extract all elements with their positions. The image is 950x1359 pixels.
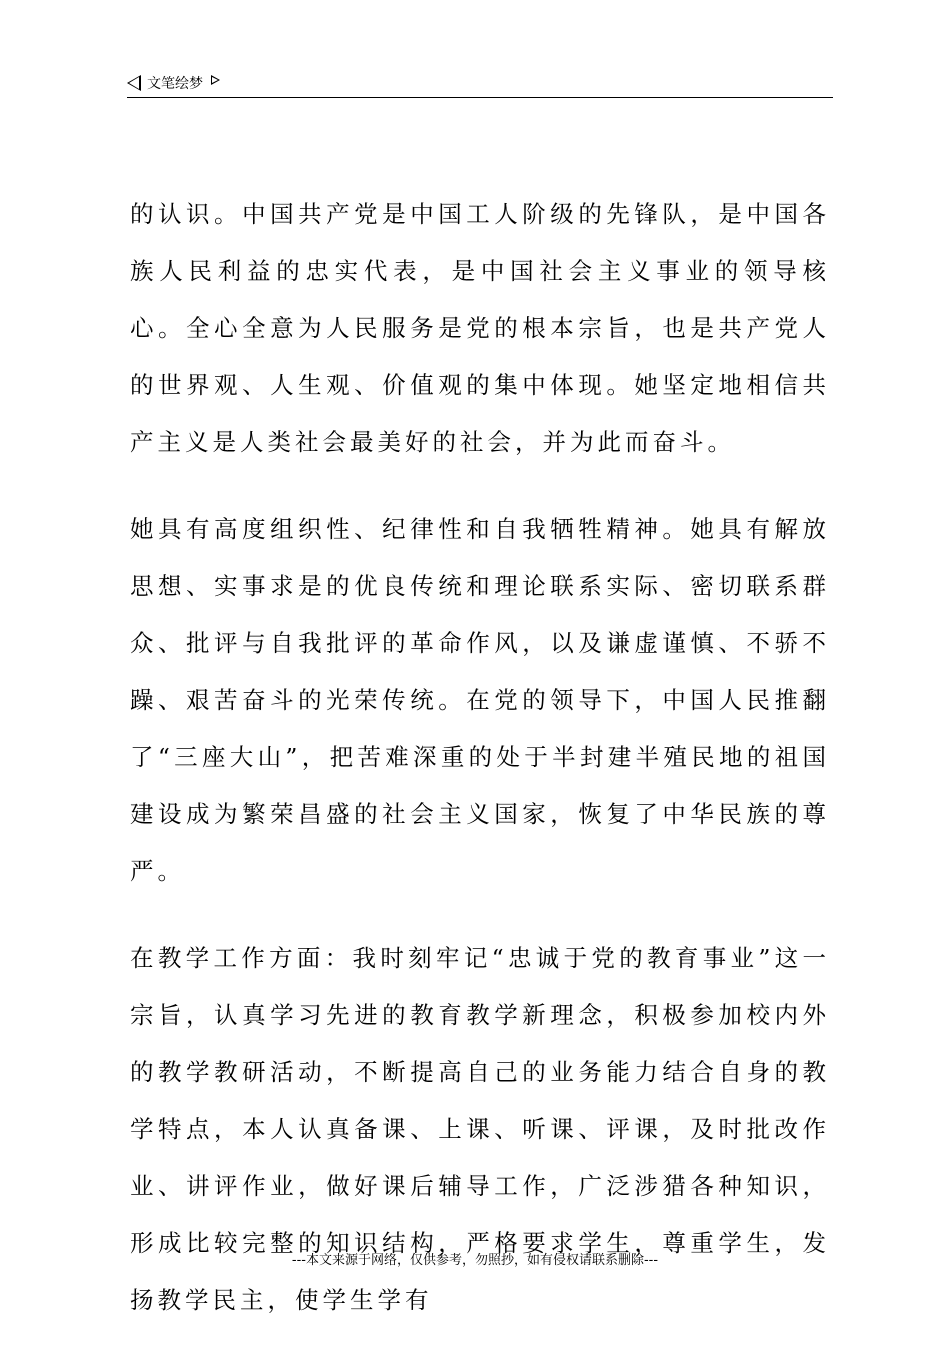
triangle-right-icon [211,75,220,85]
paragraph-2: 她具有高度组织性、纪律性和自我牺牲精神。她具有解放思想、实事求是的优良传统和理论联系实际、密切联系群众、批评与自我批评的革命作风，以及谦虚谨慎、不骄不躁、艰苦奋斗的光荣传统。在党的领导下，中国人民推翻了“三座大山”，把苦难深重的处于半封建半殖民地的祖国建设成为繁荣昌盛的社会主义国家，恢复了中华民族的尊严。 [130,515,830,885]
document-body [130,186,830,1359]
page-header [127,73,220,93]
triangle-left-icon [127,75,141,91]
footer-disclaimer: ---本文来源于网络，仅供参考，勿照抄，如有侵权请联系删除--- [291,1253,659,1268]
paragraph-3: 在教学工作方面：我时刻牢记“忠诚于党的教育事业”这一宗旨，认真学习先进的教育教学新理念，积极参加校内外的教学教研活动，不断提高自己的业务能力结合自身的教学特点，本人认真备课、上课、听课、评课，及时批改作业、讲评作业，做好课后辅导工作，广泛涉猎各种知识，形成比较完整的知识结构，严格要求学生，尊重学生，发扬教学民主，使学生学有 [130,944,830,1314]
paragraph-1: 的认识。中国共产党是中国工人阶级的先锋队，是中国各族人民利益的忠实代表，是中国社会主义事业的领导核心。全心全意为人民服务是党的根本宗旨，也是共产党人的世界观、人生观、价值观的集中体现。她坚定地相信共产主义是人类社会最美好的社会，并为此而奋斗。 [130,200,830,456]
header-divider [127,97,833,98]
header-title: 文笔绘梦 [147,76,203,92]
